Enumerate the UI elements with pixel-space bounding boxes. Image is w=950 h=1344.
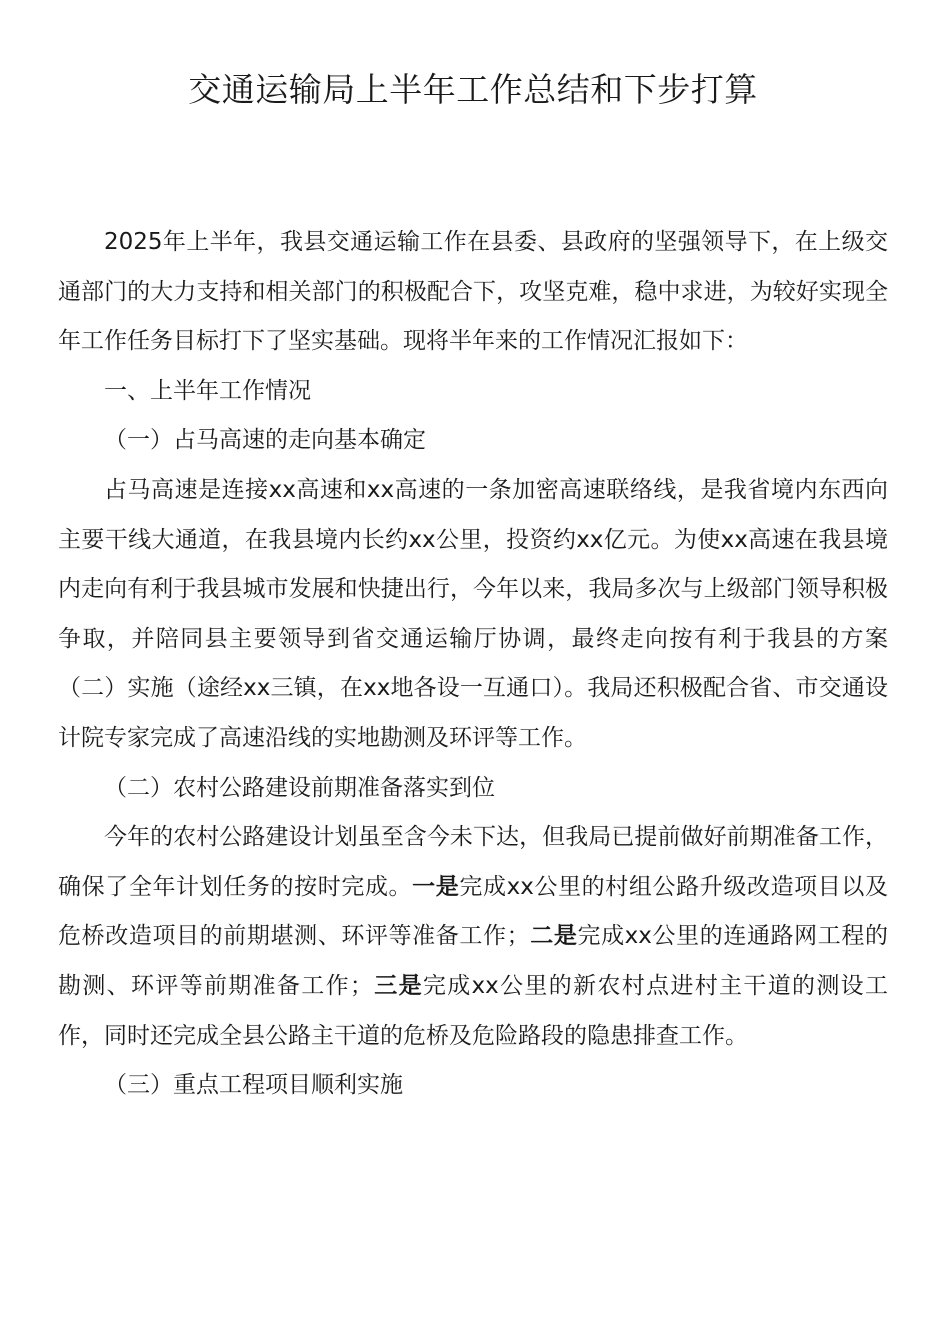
point-text-1: 完成xx公里的村组公路升级改造项目以及危桥改造项目的前期堪测、环评等准备工作；: [58, 873, 889, 950]
point-label-1: 一是: [412, 873, 460, 900]
subsection-heading-1: （一）占马高速的走向基本确定: [104, 427, 426, 454]
subsection-heading-2: （二）农村公路建设前期准备落实到位: [104, 774, 495, 801]
intro-paragraph: 2025年上半年，我县交通运输工作在县委、县政府的坚强领导下，在上级交通部门的大力支持和相关部门的积极配合下，攻坚克难，稳中求进，为较好实现全年工作任务目标打下了坚实基础。现将半年来的工作情况汇报如下：: [58, 229, 888, 355]
subsection-paragraph-2: [58, 813, 888, 1061]
document-title: 交通运输局上半年工作总结和下步打算: [188, 70, 758, 109]
paragraph-lead-text: 今年的农村公路建设计划虽至含今未下达，但我局已提前做好前期准备工作，确保了全年计划任务的按时完成。: [58, 824, 888, 900]
document-body: [58, 218, 888, 1111]
point-label-2: 二是: [529, 923, 578, 950]
subsection-paragraph-1: 占马高速是连接xx高速和xx高速的一条加密高速联络线，是我省境内东西向主要干线大通道，在我县境内长约xx公里，投资约xx亿元。为使xx高速在我县境内走向有利于我县城市发展和快捷出行，今年以来，我局多次与上级部门领导积极争取，并陪同县主要领导到省交通运输厅协调，最终走向按有利于我县的方案（二）实施（途经xx三镇，在xx地各设一互通口）。我局还积极配合省、市交通设计院专家完成了高速沿线的实地勘测及环评等工作。: [58, 476, 888, 751]
section-heading-1: 一、上半年工作情况: [104, 377, 311, 404]
subsection-heading-3: （三）重点工程项目顺利实施: [104, 1072, 403, 1099]
point-label-3: 三是: [372, 972, 423, 999]
point-text-2: 完成xx公里的连通路网工程的勘测、环评等前期准备工作；: [58, 923, 889, 999]
point-text-3: 完成xx公里的新农村点进村主干道的测设工作，同时还完成全县公路主干道的危桥及危险路段的隐患排查工作。: [58, 972, 889, 1049]
